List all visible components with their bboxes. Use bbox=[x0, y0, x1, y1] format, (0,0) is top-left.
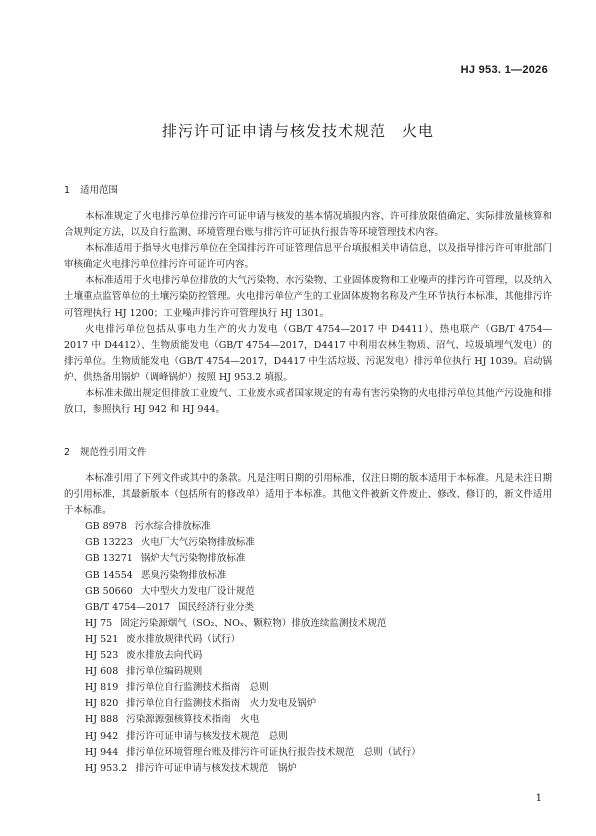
standard-code: HJ 953. 1—2026 bbox=[460, 64, 548, 76]
reference-item bbox=[64, 680, 552, 696]
reference-code: GB 8978 bbox=[85, 521, 127, 533]
reference-list bbox=[64, 519, 552, 777]
reference-name: 固定污染源烟气（SO₂、NOₓ、颗粒物）排放连续监测技术规范 bbox=[120, 617, 387, 629]
page-title bbox=[0, 120, 596, 141]
section-1-paragraph: 本标准适用于火电排污单位排放的大气污染物、水污染物、工业固体废物和工业噪声的排污许可管理，以及纳入土壤重点监管单位的土壤污染防控管理。火电排污单位产生的工业固体废物名称及产生环节执行本标准，其他排污许可管理执行 HJ 1200；工业噪声排污许可管理执行 HJ 1301。 bbox=[64, 275, 552, 319]
reference-name: 火电厂大气污染物排放标准 bbox=[140, 537, 255, 549]
reference-code: HJ 942 bbox=[85, 730, 119, 742]
reference-name: 排污单位自行监测技术指南 总则 bbox=[126, 682, 269, 694]
section-1-paragraph: 本标准未做出规定但排放工业废气、工业废水或者国家规定的有毒有害污染物的火电排污单位其他产污设施和排放口，参照执行 HJ 942 和 HJ 944。 bbox=[64, 388, 552, 416]
reference-item bbox=[64, 632, 552, 648]
reference-name: 排污许可证申请与核发技术规范 总则 bbox=[126, 730, 288, 742]
section-2-body bbox=[64, 471, 552, 777]
title-sub: 火电 bbox=[402, 122, 435, 140]
reference-item bbox=[64, 696, 552, 712]
reference-name: 排污单位环境管理台账及排污许可证执行报告技术规范 总则（试行） bbox=[126, 746, 421, 758]
reference-name: 锅炉大气污染物排放标准 bbox=[140, 553, 246, 565]
reference-name: 排污单位编码规则 bbox=[126, 666, 203, 678]
reference-name: 恶臭污染物排放标准 bbox=[140, 569, 227, 581]
section-1-body bbox=[64, 209, 552, 418]
reference-name: 排污单位自行监测技术指南 火力发电及锅炉 bbox=[126, 698, 317, 710]
section-2-heading bbox=[64, 445, 552, 461]
reference-code: GB/T 4754—2017 bbox=[85, 601, 170, 613]
section-1-heading bbox=[64, 183, 552, 199]
reference-code: GB 13271 bbox=[85, 553, 133, 565]
section-1-paragraph: 火电排污单位包括从事电力生产的火力发电（GB/T 4754—2017 中 D4411）、热电联产（GB/T 4754—2017 中 D4412）、生物质能发电（GB/T 4754—2017，D4417 中利用农林生物质、沼气、垃圾填埋气发电）的排污单位。生物质能发电（GB/T 4754—2017，D4417 中生活垃圾、污泥发电）排污单位执行 HJ 1039。启动锅炉、供热备用锅炉（调峰锅炉）按照 HJ 953.2 填报。 bbox=[64, 323, 552, 383]
section-2-number: 2 bbox=[64, 447, 71, 458]
reference-code: GB 13223 bbox=[85, 537, 133, 549]
reference-name: 污水综合排放标准 bbox=[134, 521, 211, 533]
section-2-intro: 本标准引用了下列文件或其中的条款。凡是注明日期的引用标准，仅注日期的版本适用于本标准。凡是未注日期的引用标准，其最新版本（包括所有的修改单）适用于本标准。其他文件被新文件废止、修改、修订的，新文件适用于本标准。 bbox=[64, 473, 552, 517]
reference-item bbox=[64, 648, 552, 664]
section-1-paragraph: 本标准适用于指导火电排污单位在全国排污许可证管理信息平台填报相关申请信息，以及指导排污许可审批部门审核确定火电排污单位排污许可证许可内容。 bbox=[64, 243, 552, 271]
reference-item bbox=[64, 535, 552, 551]
page-number: 1 bbox=[535, 793, 542, 804]
reference-name: 污染源源强核算技术指南 火电 bbox=[126, 714, 260, 726]
reference-code: HJ 819 bbox=[85, 682, 119, 694]
reference-item bbox=[64, 616, 552, 632]
reference-name: 废水排放规律代码（试行） bbox=[126, 633, 241, 645]
reference-name: 大中型火力发电厂设计规范 bbox=[140, 585, 255, 597]
section-1-number: 1 bbox=[64, 185, 71, 196]
reference-item bbox=[64, 584, 552, 600]
reference-code: HJ 953.2 bbox=[85, 762, 128, 774]
section-1 bbox=[64, 183, 552, 199]
reference-code: HJ 75 bbox=[85, 617, 113, 629]
reference-code: HJ 944 bbox=[85, 746, 119, 758]
reference-code: HJ 521 bbox=[85, 633, 119, 645]
reference-item bbox=[64, 729, 552, 745]
reference-code: HJ 888 bbox=[85, 714, 119, 726]
reference-item bbox=[64, 600, 552, 616]
section-1-title: 适用范围 bbox=[80, 185, 119, 196]
reference-code: GB 50660 bbox=[85, 585, 133, 597]
section-1-paragraph: 本标准规定了火电排污单位排污许可证申请与核发的基本情况填报内容、许可排放限值确定、实际排放量核算和合规判定方法，以及自行监测、环境管理台账与排污许可证执行报告等环境管理技术内容。 bbox=[64, 211, 552, 239]
section-2-title: 规范性引用文件 bbox=[80, 447, 147, 458]
reference-item bbox=[64, 519, 552, 535]
reference-item bbox=[64, 745, 552, 761]
reference-item bbox=[64, 568, 552, 584]
reference-name: 排污许可证申请与核发技术规范 锅炉 bbox=[135, 762, 297, 774]
reference-code: HJ 608 bbox=[85, 666, 119, 678]
reference-code: GB 14554 bbox=[85, 569, 133, 581]
title-main: 排污许可证申请与核发技术规范 bbox=[161, 122, 386, 140]
reference-item bbox=[64, 664, 552, 680]
reference-item bbox=[64, 712, 552, 728]
reference-item bbox=[64, 761, 552, 777]
reference-code: HJ 820 bbox=[85, 698, 119, 710]
reference-name: 废水排放去向代码 bbox=[126, 650, 203, 662]
reference-code: HJ 523 bbox=[85, 650, 119, 662]
reference-item bbox=[64, 551, 552, 567]
section-2 bbox=[64, 445, 552, 461]
reference-name: 国民经济行业分类 bbox=[177, 601, 254, 613]
